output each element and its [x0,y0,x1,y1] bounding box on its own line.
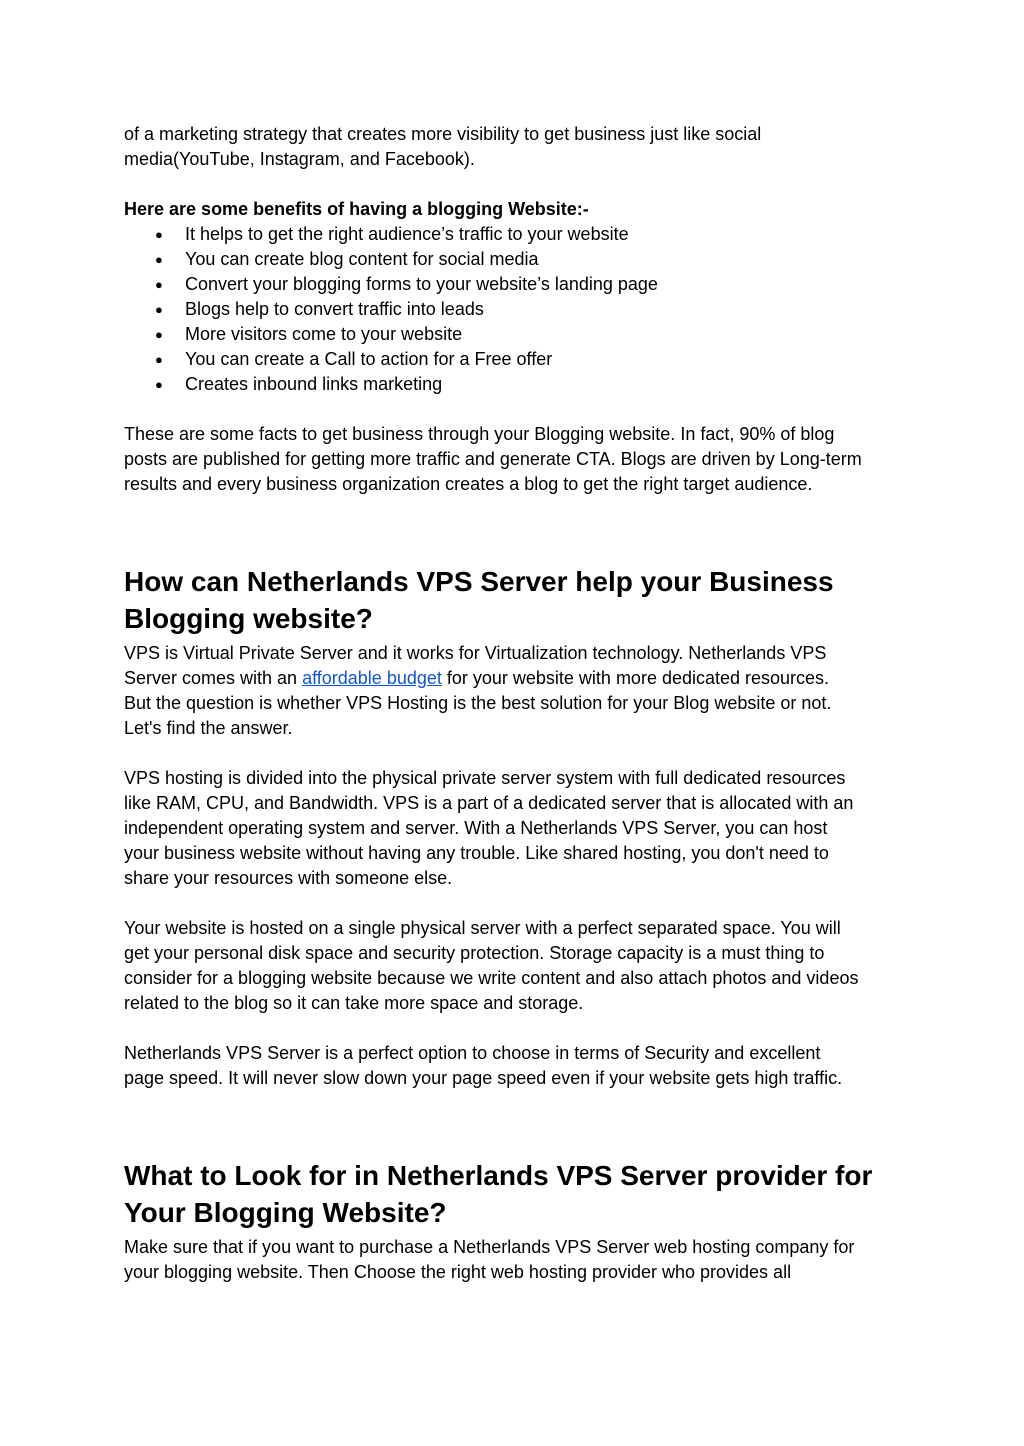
paragraph-line: But the question is whether VPS Hosting is the best solution for your Blog website or not. [124,693,832,713]
facts-line: results and every business organization creates a blog to get the right target audience. [124,474,813,494]
paragraph-line: independent operating system and server. With a Netherlands VPS Server, you can host [124,818,828,838]
paragraph-line [124,666,904,691]
paragraph-line: get your personal disk space and security protection. Storage capacity is a must thing to [124,943,825,963]
list-item-text: Convert your blogging forms to your website’s landing page [185,274,658,294]
heading-line: Your Blogging Website? [124,1197,447,1228]
list-item-text: You can create blog content for social media [185,249,539,269]
vps-intro-paragraph [124,641,904,741]
list-item-text: Blogs help to convert traffic into leads [185,299,484,319]
paragraph-line: page speed. It will never slow down your page speed even if your website gets high traffic. [124,1068,843,1088]
document-page [124,122,904,1285]
bullet-icon: ● [155,277,163,292]
paragraph-line: VPS hosting is divided into the physical private server system with full dedicated resources [124,768,846,788]
facts-line: These are some facts to get business through your Blogging website. In fact, 90% of blog [124,424,835,444]
benefits-list [124,222,904,397]
paragraph-line: share your resources with someone else. [124,868,453,888]
paragraph-line: Netherlands VPS Server is a perfect option to choose in terms of Security and excellent [124,1043,821,1063]
list-item-text: It helps to get the right audience’s traffic to your website [185,224,629,244]
paragraph-line: your business website without having any trouble. Like shared hosting, you don't need to [124,843,829,863]
section-heading-what-to-look-for [124,1157,904,1231]
bullet-icon: ● [155,227,163,242]
bullet-icon: ● [155,377,163,392]
paragraph-line: like RAM, CPU, and Bandwidth. VPS is a part of a dedicated server that is allocated with an [124,793,854,813]
list-item [124,347,904,372]
provider-paragraph [124,1235,904,1285]
intro-line: of a marketing strategy that creates more visibility to get business just like social [124,124,762,144]
text-run: for your website with more dedicated resources. [441,668,830,688]
vps-hosting-paragraph [124,766,904,891]
paragraph-line: Let's find the answer. [124,718,293,738]
bullet-icon: ● [155,302,163,317]
hosted-space-paragraph [124,916,904,1016]
list-item [124,272,904,297]
section-heading-vps-help [124,563,904,637]
security-speed-paragraph [124,1041,904,1091]
list-item [124,222,904,247]
paragraph-line: consider for a blogging website because we write content and also attach photos and videos [124,968,859,988]
heading-line: What to Look for in Netherlands VPS Server provider for [124,1160,873,1191]
facts-line: posts are published for getting more traffic and generate CTA. Blogs are driven by Long-term [124,449,862,469]
facts-paragraph [124,422,904,497]
bullet-icon: ● [155,352,163,367]
list-item-text: Creates inbound links marketing [185,374,443,394]
intro-line: media(YouTube, Instagram, and Facebook). [124,149,475,169]
paragraph-line: Your website is hosted on a single physical server with a perfect separated space. You will [124,918,841,938]
list-item-text: You can create a Call to action for a Free offer [185,349,553,369]
intro-paragraph [124,122,904,172]
affordable-budget-link[interactable]: affordable budget [302,668,442,688]
list-item [124,372,904,397]
bullet-icon: ● [155,252,163,267]
list-item-text: More visitors come to your website [185,324,463,344]
list-item [124,247,904,272]
list-item [124,322,904,347]
bullet-icon: ● [155,327,163,342]
heading-line: Blogging website? [124,603,373,634]
heading-line: How can Netherlands VPS Server help your Business [124,566,834,597]
paragraph-line: related to the blog so it can take more space and storage. [124,993,584,1013]
benefits-heading: Here are some benefits of having a blogging Website:- [124,199,589,219]
paragraph-line: your blogging website. Then Choose the right web hosting provider who provides all [124,1262,792,1282]
text-run: Server comes with an [124,668,303,688]
paragraph-line: Make sure that if you want to purchase a Netherlands VPS Server web hosting company for [124,1237,855,1257]
list-item [124,297,904,322]
paragraph-line: VPS is Virtual Private Server and it works for Virtualization technology. Netherlands VPS [124,643,827,663]
